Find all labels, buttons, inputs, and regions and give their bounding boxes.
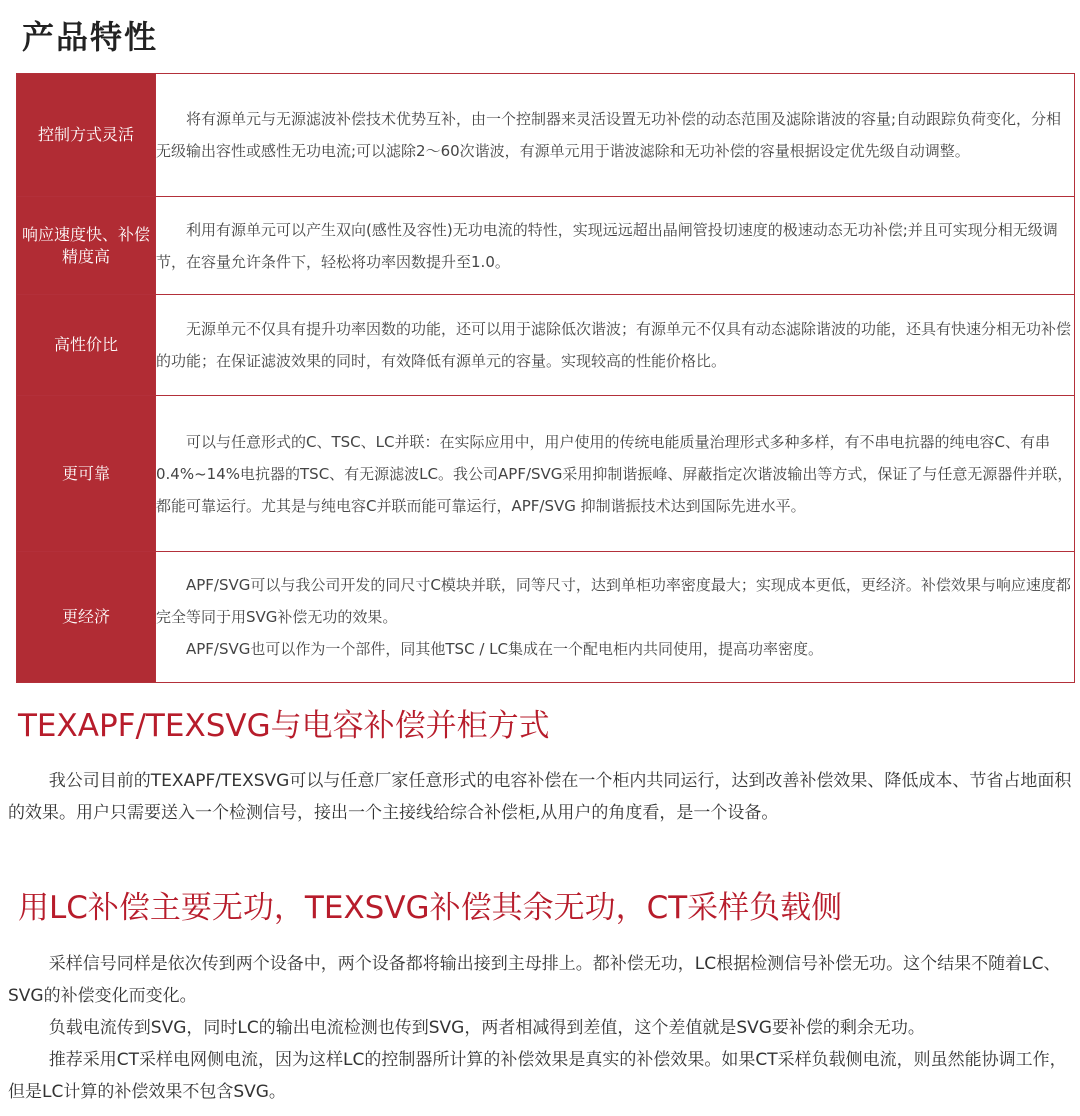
section-body-lc-compensation — [8, 948, 1073, 1108]
feature-description — [156, 396, 1075, 552]
features-table — [16, 73, 1075, 683]
feature-row — [17, 552, 1075, 683]
feature-description — [156, 197, 1075, 295]
feature-row — [17, 197, 1075, 295]
feature-description — [156, 552, 1075, 683]
feature-label: 高性价比 — [17, 295, 156, 396]
feature-paragraph: 可以与任意形式的C、TSC、LC并联：在实际应用中，用户使用的传统电能质量治理形式多种多样，有不串电抗器的纯电容C、有串0.4%~14%电抗器的TSC、有无源滤波LC。我公司APF/SVG采用抑制谐振峰、屏蔽指定次谐波输出等方式，保证了与任意无源器件并联，都能可靠运行。尤其是与纯电容C并联而能可靠运行，APF/SVG 抑制谐振技术达到国际先进水平。 — [156, 432, 1073, 515]
body-paragraph: 负载电流传到SVG，同时LC的输出电流检测也传到SVG，两者相减得到差值，这个差值就是SVG要补偿的剩余无功。 — [48, 1018, 925, 1038]
feature-row — [17, 74, 1075, 197]
body-paragraph: 推荐采用CT采样电网侧电流，因为这样LC的控制器所计算的补偿效果是真实的补偿效果。如果CT采样负载侧电流，则虽然能协调工作，但是LC计算的补偿效果不包含SVG。 — [8, 1050, 1067, 1102]
feature-description — [156, 74, 1075, 197]
feature-paragraph: 无源单元不仅具有提升功率因数的功能，还可以用于滤除低次谐波；有源单元不仅具有动态滤除谐波的功能，还具有快速分相无功补偿的功能；在保证滤波效果的同时，有效降低有源单元的容量。实现较高的性能价格比。 — [156, 320, 1072, 370]
feature-row — [17, 295, 1075, 396]
feature-description — [156, 295, 1075, 396]
section-heading-lc-compensation: 用LC补偿主要无功，TEXSVG补偿其余无功，CT采样负载侧 — [18, 890, 843, 926]
feature-label: 更经济 — [17, 552, 156, 683]
body-paragraph: 采样信号同样是依次传到两个设备中，两个设备都将输出接到主母排上。都补偿无功，LC根据检测信号补偿无功。这个结果不随着LC、SVG的补偿变化而变化。 — [8, 954, 1061, 1006]
page-title: 产品特性 — [22, 18, 159, 56]
section-heading-cabinet: TEXAPF/TEXSVG与电容补偿并柜方式 — [18, 708, 550, 744]
feature-paragraph: APF/SVG也可以作为一个部件，同其他TSC / LC集成在一个配电柜内共同使用，提高功率密度。 — [186, 640, 823, 658]
feature-label: 响应速度快、补偿精度高 — [17, 197, 156, 295]
feature-paragraph: 将有源单元与无源滤波补偿技术优势互补，由一个控制器来灵活设置无功补偿的动态范围及滤除谐波的容量;自动跟踪负荷变化，分相无级输出容性或感性无功电流;可以滤除2～60次谐波，有源单元用于谐波滤除和无功补偿的容量根据设定优先级自动调整。 — [156, 110, 1062, 160]
feature-row — [17, 396, 1075, 552]
feature-paragraph: 利用有源单元可以产生双向(感性及容性)无功电流的特性，实现远远超出晶闸管投切速度的极速动态无功补偿;并且可实现分相无级调节，在容量允许条件下，轻松将功率因数提升至1.0。 — [156, 220, 1058, 271]
feature-label: 控制方式灵活 — [17, 74, 156, 197]
body-paragraph: 我公司目前的TEXAPF/TEXSVG可以与任意厂家任意形式的电容补偿在一个柜内共同运行，达到改善补偿效果、降低成本、节省占地面积的效果。用户只需要送入一个检测信号，接出一个主接线给综合补偿柜,从用户的角度看，是一个设备。 — [8, 771, 1072, 823]
feature-paragraph: APF/SVG可以与我公司开发的同尺寸C模块并联，同等尺寸，达到单柜功率密度最大；实现成本更低，更经济。补偿效果与响应速度都完全等同于用SVG补偿无功的效果。 — [156, 576, 1071, 626]
section-body-cabinet — [8, 765, 1073, 829]
feature-label: 更可靠 — [17, 396, 156, 552]
